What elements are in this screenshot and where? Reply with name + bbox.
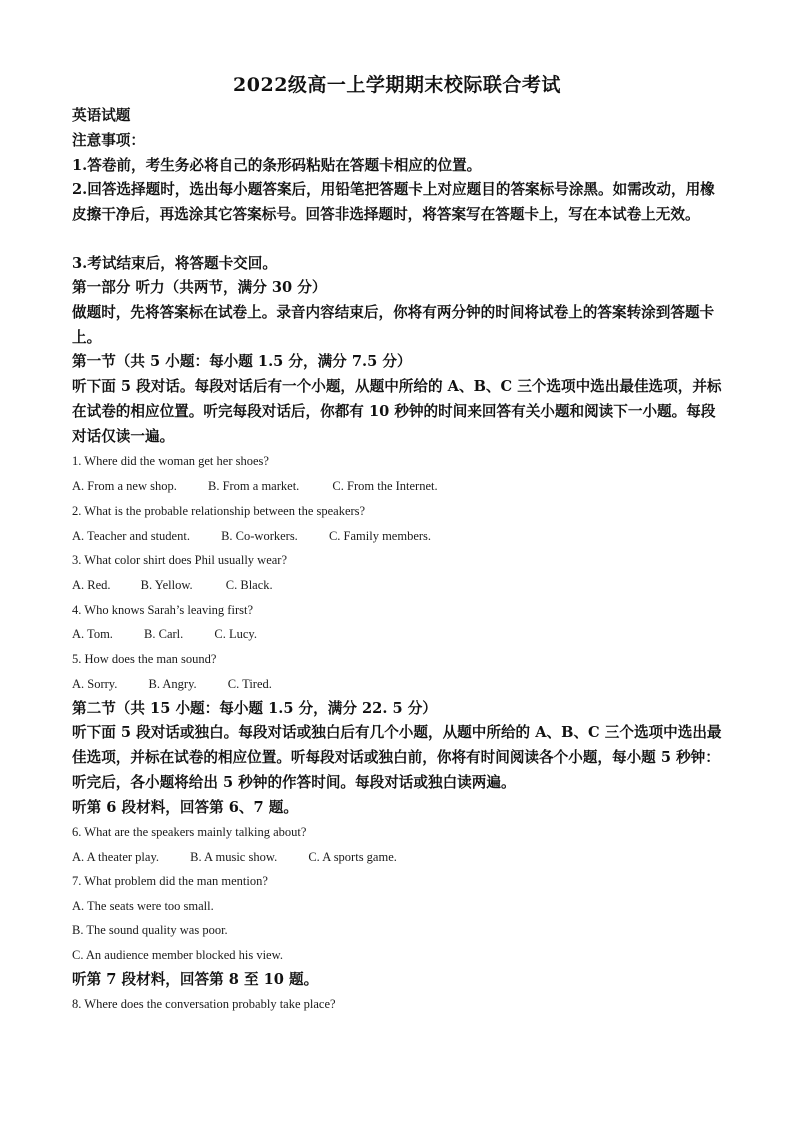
question-4: 4. Who knows Sarah’s leaving first? xyxy=(72,603,253,617)
subject-label: 英语试题 xyxy=(72,107,131,124)
options-q3 xyxy=(72,577,273,593)
option-c: C. Tired. xyxy=(227,677,272,691)
option-a: A. Tom. xyxy=(72,627,113,641)
option-c: C. An audience member blocked his view. xyxy=(72,948,283,962)
options-q6 xyxy=(72,849,397,865)
part1-instruction: 做题时，先将答案标在试卷上。录音内容结束后，你将有两分钟的时间将试卷上的答案转涂到答题卡上。 xyxy=(72,304,715,346)
option-b: B. The sound quality was poor. xyxy=(72,923,228,937)
part1-heading: 第一部分 听力（共两节，满分 30 分） xyxy=(72,279,327,296)
notice-heading: 注意事项： xyxy=(72,132,145,149)
option-c: C. A sports game. xyxy=(308,850,397,864)
option-a: A. Red. xyxy=(72,578,111,592)
option-b: B. A music show. xyxy=(190,850,278,864)
section1-instruction: 听下面 5 段对话。每段对话后有一个小题，从题中所给的 A、B、C 三个选项中选出最佳选项，并标在试卷的相应位置。听完每段对话后，你都有 10 秒钟的时间来回答有关小题和阅读下一小题。每段对话仅读一遍。 xyxy=(72,378,722,445)
question-6: 6. What are the speakers mainly talking about? xyxy=(72,825,307,839)
options-q2 xyxy=(72,528,431,544)
question-8: 8. Where does the conversation probably take place? xyxy=(72,997,336,1011)
section1-heading: 第一节（共 5 小题：每小题 1.5 分，满分 7.5 分） xyxy=(72,353,412,370)
option-a: A. From a new shop. xyxy=(72,479,177,493)
options-q5 xyxy=(72,676,272,692)
question-7: 7. What problem did the man mention? xyxy=(72,874,268,888)
options-q1 xyxy=(72,478,438,494)
notice-item: 2.回答选择题时，选出每小题答案后，用铅笔把答题卡上对应题目的答案标号涂黑。如需改动，用橡皮擦干净后，再选涂其它答案标号。回答非选择题时，将答案写在答题卡上，写在本试卷上无效。 xyxy=(72,181,715,223)
option-b: B. Co-workers. xyxy=(221,529,298,543)
options-q4 xyxy=(72,626,257,642)
option-b: B. From a market. xyxy=(207,479,300,493)
question-1: 1. Where did the woman get her shoes? xyxy=(72,454,269,468)
question-3: 3. What color shirt does Phil usually wear? xyxy=(72,553,288,567)
material-7-heading: 听第 7 段材料，回答第 8 至 10 题。 xyxy=(72,971,319,988)
section2-heading: 第二节（共 15 小题：每小题 1.5 分，满分 22. 5 分） xyxy=(72,700,437,717)
option-c: C. Black. xyxy=(225,578,273,592)
exam-title: 2022级高一上学期期末校际联合考试 xyxy=(233,74,561,96)
option-b: B. Carl. xyxy=(144,627,184,641)
option-b: B. Yellow. xyxy=(140,578,193,592)
option-c: C. Lucy. xyxy=(214,627,257,641)
option-c: C. Family members. xyxy=(328,529,432,543)
material-6-heading: 听第 6 段材料，回答第 6、7 题。 xyxy=(72,799,298,816)
option-a: A. The seats were too small. xyxy=(72,899,214,913)
option-c: C. From the Internet. xyxy=(332,479,438,493)
option-a: A. Sorry. xyxy=(72,677,118,691)
section2-instruction: 听下面 5 段对话或独白。每段对话或独白后有几个小题，从题中所给的 A、B、C 三个选项中选出最佳选项，并标在试卷的相应位置。听每段对话或独白前，你将有时间阅读各个小题，每小题 5 秒钟：听完后，各小题将给出 5 秒钟的作答时间。每段对话或独白读两遍。 xyxy=(72,724,722,791)
question-5: 5. How does the man sound? xyxy=(72,652,217,666)
question-2: 2. What is the probable relationship between the speakers? xyxy=(72,504,366,518)
notice-item: 1.答卷前，考生务必将自己的条形码粘贴在答题卡相应的位置。 xyxy=(72,157,482,174)
option-a: A. Teacher and student. xyxy=(72,529,190,543)
notice-item: 3.考试结束后，将答题卡交回。 xyxy=(72,255,277,272)
option-b: B. Angry. xyxy=(148,677,197,691)
option-a: A. A theater play. xyxy=(72,850,160,864)
